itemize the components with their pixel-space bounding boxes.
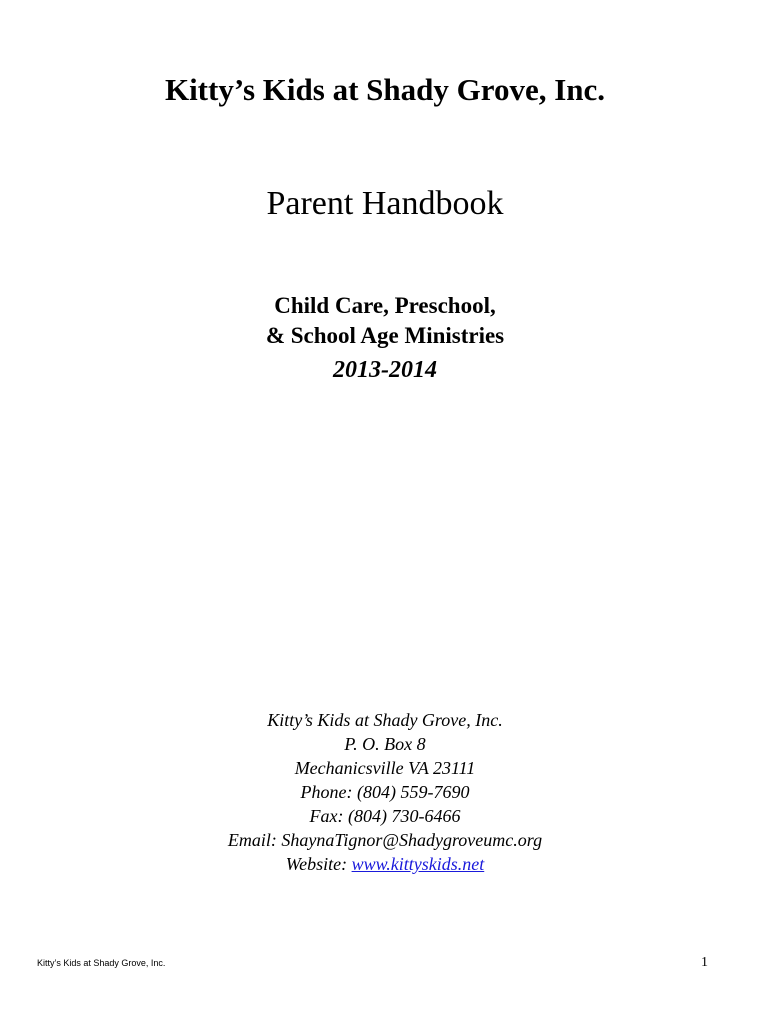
contact-website	[0, 852, 770, 876]
contact-po-box: P. O. Box 8	[344, 734, 426, 754]
website-label: Website:	[285, 854, 352, 874]
subtitle-line-1: Child Care, Preschool,	[274, 293, 496, 318]
organization-title: Kitty’s Kids at Shady Grove, Inc.	[164, 72, 606, 107]
contact-fax: Fax: (804) 730-6466	[309, 806, 461, 826]
subtitle	[0, 291, 770, 351]
school-year: 2013-2014	[333, 357, 437, 383]
document-title: Parent Handbook	[266, 185, 504, 222]
contact-city: Mechanicsville VA 23111	[294, 758, 476, 778]
contact-name: Kitty’s Kids at Shady Grove, Inc.	[267, 710, 503, 730]
contact-phone: Phone: (804) 559-7690	[300, 782, 470, 802]
website-link[interactable]: www.kittyskids.net	[351, 854, 485, 874]
contact-block	[0, 708, 770, 876]
page-number: 1	[701, 955, 708, 970]
footer-text: Kitty’s Kids at Shady Grove, Inc.	[37, 958, 166, 968]
subtitle-line-2: & School Age Ministries	[265, 323, 505, 348]
contact-email: Email: ShaynaTignor@Shadygroveumc.org	[227, 830, 543, 850]
